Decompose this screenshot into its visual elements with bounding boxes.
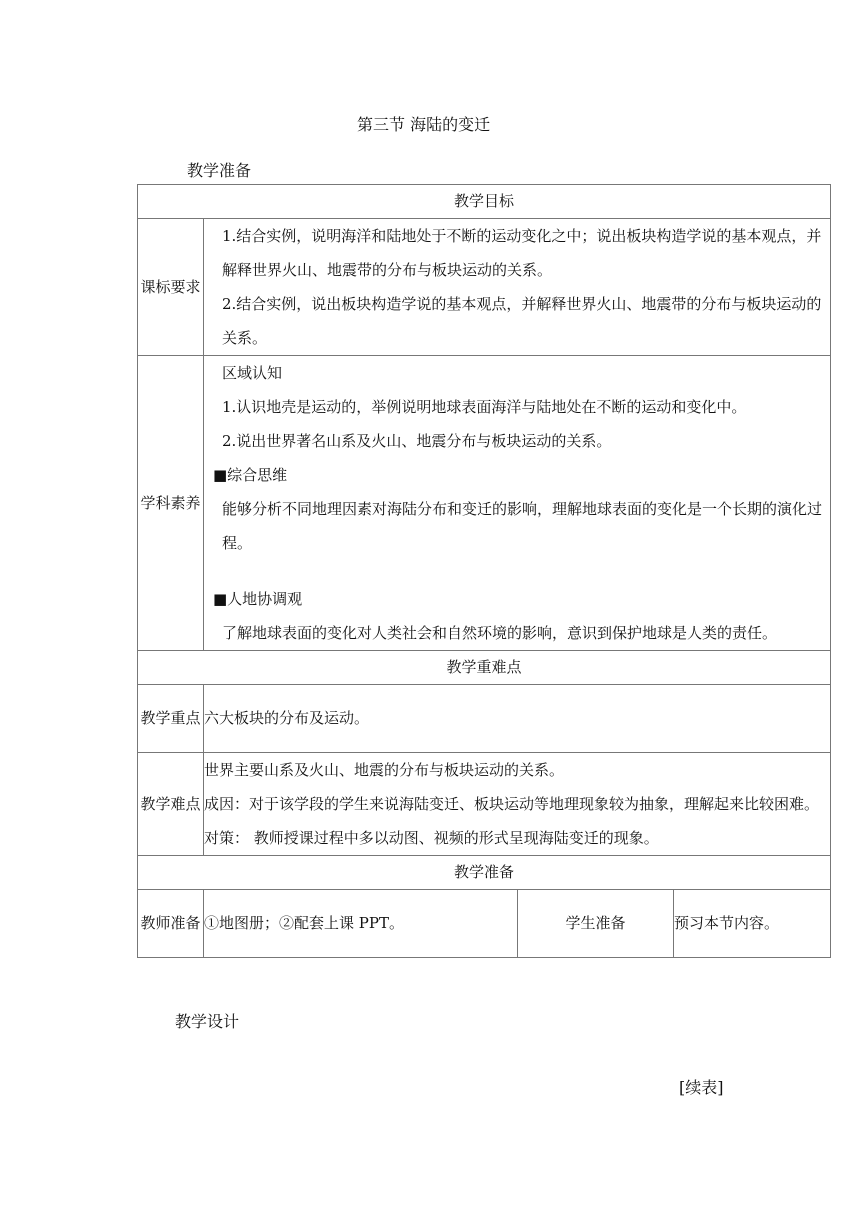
teacher-prep-text: ①地图册；②配套上课 PPT。 [204, 890, 518, 958]
curriculum-item-1: 1.结合实例，说明海洋和陆地处于不断的运动变化之中；说出板块构造学说的基本观点，并解释世界火山、地震带的分布与板块运动的关系。 [222, 227, 822, 279]
key-point-label: 教学重点 [138, 685, 204, 753]
curriculum-content [204, 219, 831, 356]
regional-item-2: 2.说出世界著名山系及火山、地震分布与板块运动的关系。 [222, 432, 612, 450]
key-point-text: 六大板块的分布及运动。 [204, 685, 831, 753]
human-earth-harmony-title: ■人地协调观 [213, 590, 303, 608]
student-prep-text: 预习本节内容。 [674, 890, 831, 958]
key-difficulty-header: 教学重难点 [138, 651, 831, 685]
difficulty-label: 教学难点 [138, 753, 204, 856]
curriculum-label: 课标要求 [138, 219, 204, 356]
regional-item-1: 1.认识地壳是运动的，举例说明地球表面海洋与陆地处在不断的运动和变化中。 [222, 398, 747, 416]
curriculum-row [138, 219, 831, 356]
literacy-row [138, 356, 831, 651]
continued-label: [续表] [679, 1078, 724, 1097]
difficulty-line-1: 世界主要山系及火山、地震的分布与板块运动的关系。 [204, 761, 565, 779]
page-title: 第三节 海陆的变迁 [357, 115, 491, 134]
difficulty-content [204, 753, 831, 856]
regional-cognition-title: 区域认知 [222, 364, 283, 382]
integrated-thinking-text: 能够分析不同地理因素对海陆分布和变迁的影响，理解地球表面的变化是一个长期的演化过程。 [222, 500, 823, 552]
curriculum-item-2: 2.结合实例，说出板块构造学说的基本观点，并解释世界火山、地震带的分布与板块运动的关系。 [222, 295, 822, 347]
spacer [204, 560, 830, 582]
integrated-thinking-title: ■综合思维 [213, 466, 288, 484]
difficulty-line-2: 成因：对于该学段的学生来说海陆变迁、板块运动等地理现象较为抽象，理解起来比较困难。对策： 教师授课过程中多以动图、视频的形式呈现海陆变迁的现象。 [204, 795, 820, 847]
student-prep-label: 学生准备 [518, 890, 674, 958]
teaching-design-heading: 教学设计 [175, 1012, 240, 1031]
prep-header: 教学准备 [138, 856, 831, 890]
prep-header-row [138, 856, 831, 890]
literacy-content [204, 356, 831, 651]
human-earth-harmony-text: 了解地球表面的变化对人类社会和自然环境的影响，意识到保护地球是人类的责任。 [222, 624, 778, 642]
key-point-row [138, 685, 831, 753]
difficulty-row [138, 753, 831, 856]
literacy-label: 学科素养 [138, 356, 204, 651]
key-header-row [138, 651, 831, 685]
teacher-prep-label: 教师准备 [138, 890, 204, 958]
objectives-header-row [138, 185, 831, 219]
lesson-plan-table [137, 184, 831, 958]
objectives-header: 教学目标 [138, 185, 831, 219]
teaching-prep-heading: 教学准备 [187, 161, 252, 180]
prep-row [138, 890, 831, 958]
